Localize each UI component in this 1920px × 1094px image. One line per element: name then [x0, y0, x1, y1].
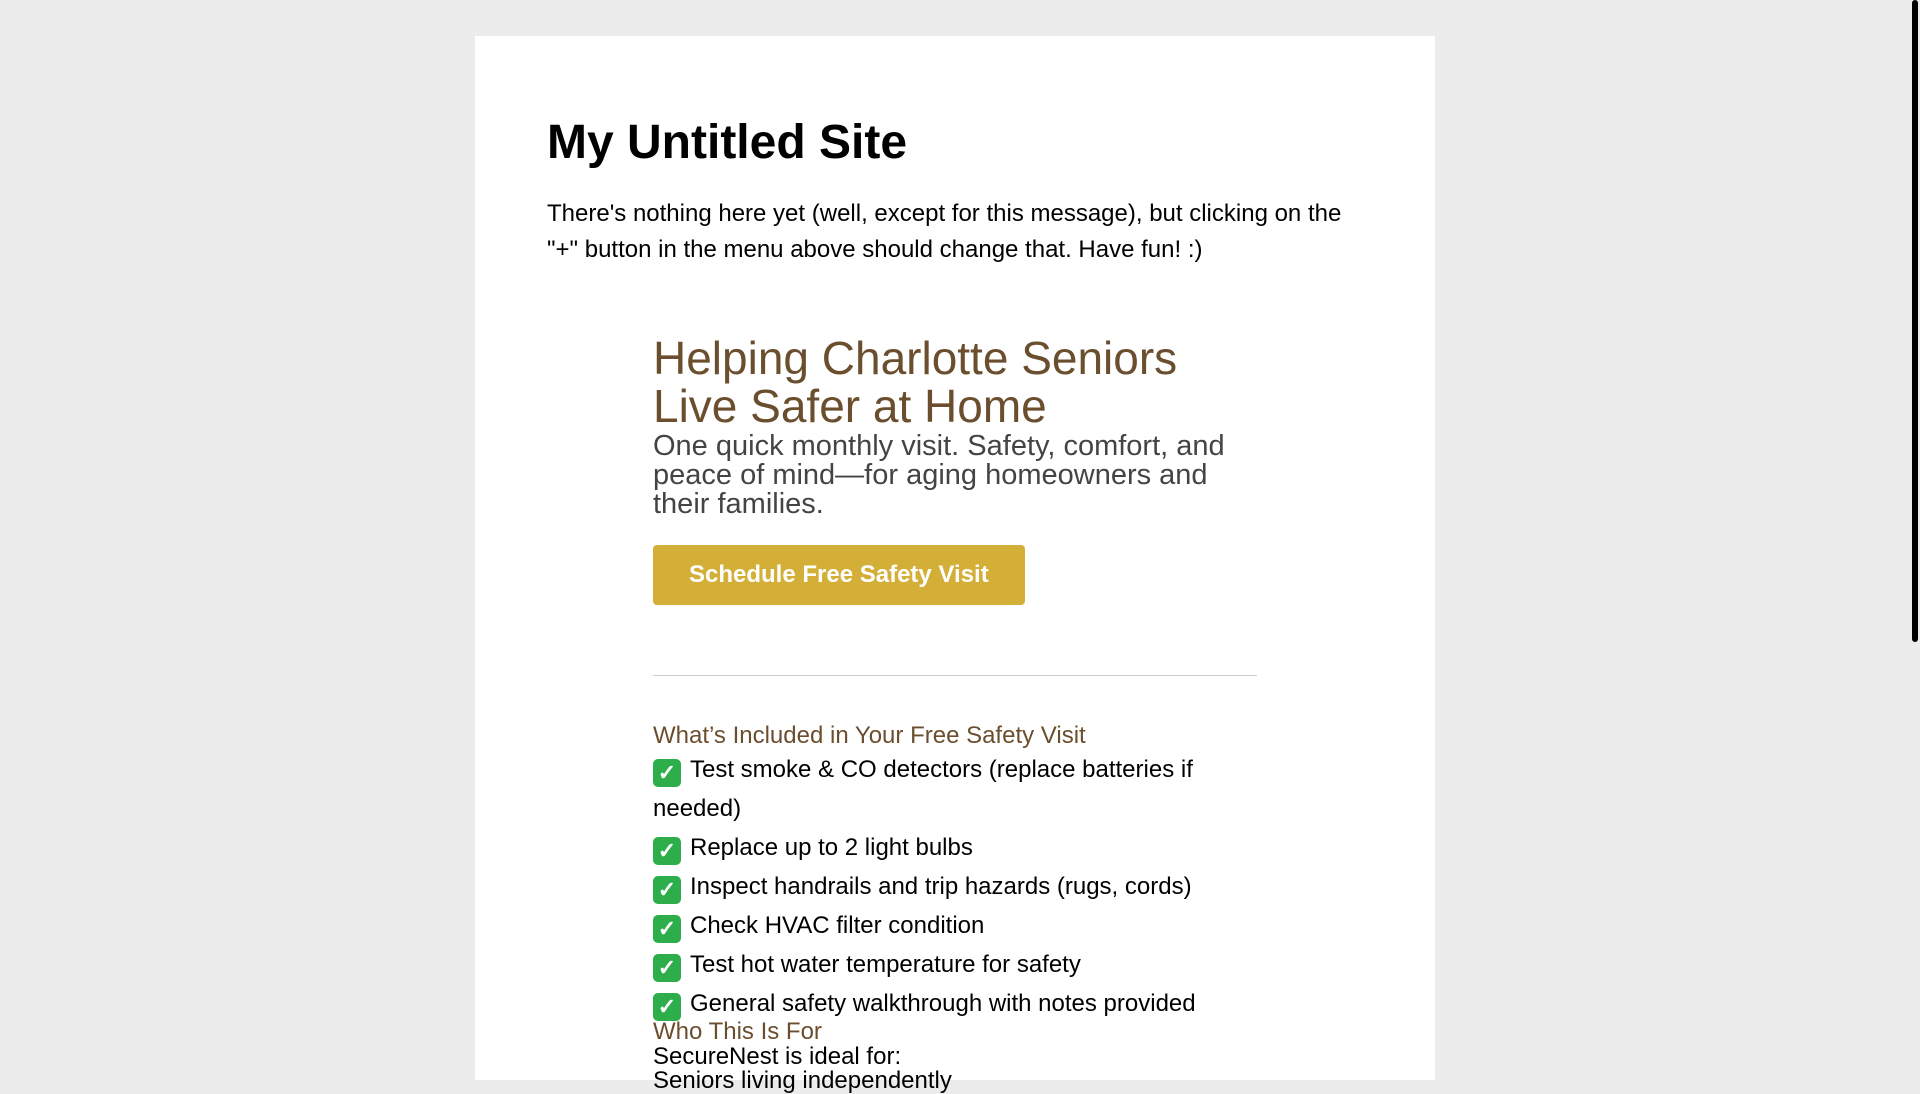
- list-item: [653, 945, 1257, 984]
- check-mark-icon: ✓: [653, 837, 681, 865]
- who-first-item: Seniors living independently: [653, 1067, 952, 1094]
- schedule-visit-button[interactable]: Schedule Free Safety Visit: [653, 545, 1025, 605]
- list-item-text: Check HVAC filter condition: [690, 912, 985, 939]
- list-item-text: Test hot water temperature for safety: [690, 951, 1081, 978]
- hero-subtitle: One quick monthly visit. Safety, comfort, and peace of mind—for aging homeowners and their families.: [653, 430, 1225, 520]
- site-title: My Untitled Site: [547, 116, 908, 169]
- list-item-text: Test smoke & CO detectors (replace batteries if needed): [653, 756, 1193, 822]
- who-heading: Who This Is For: [653, 1018, 822, 1045]
- hero-title-line1: Helping Charlotte Seniors: [653, 332, 1178, 384]
- hero-section: [653, 334, 1257, 1093]
- included-heading: What’s Included in Your Free Safety Visit: [653, 722, 1086, 749]
- scrollbar-thumb[interactable]: [1912, 0, 1918, 642]
- page-scrollbar[interactable]: [1910, 0, 1920, 1080]
- list-item-text: Replace up to 2 light bulbs: [690, 834, 973, 861]
- check-mark-icon: ✓: [653, 954, 681, 982]
- check-mark-icon: ✓: [653, 759, 681, 787]
- list-item: [653, 828, 1257, 867]
- who-intro: SecureNest is ideal for:: [653, 1043, 902, 1070]
- list-item: [653, 867, 1257, 906]
- section-divider: [653, 675, 1257, 676]
- page-container: [475, 36, 1435, 1094]
- hero-title: [653, 334, 1257, 430]
- check-mark-icon: ✓: [653, 915, 681, 943]
- list-item-text: General safety walkthrough with notes provided: [690, 990, 1196, 1017]
- included-list: [653, 750, 1257, 1023]
- check-mark-icon: ✓: [653, 876, 681, 904]
- check-mark-icon: ✓: [653, 993, 681, 1021]
- hero-title-line2: Live Safer at Home: [653, 380, 1047, 432]
- list-item: [653, 750, 1257, 828]
- list-item: [653, 906, 1257, 945]
- site-message: There's nothing here yet (well, except for this message), but clicking on the "+" button in the menu above should change that. Have fun! :): [547, 200, 1342, 263]
- list-item-text: Inspect handrails and trip hazards (rugs, cords): [690, 873, 1192, 900]
